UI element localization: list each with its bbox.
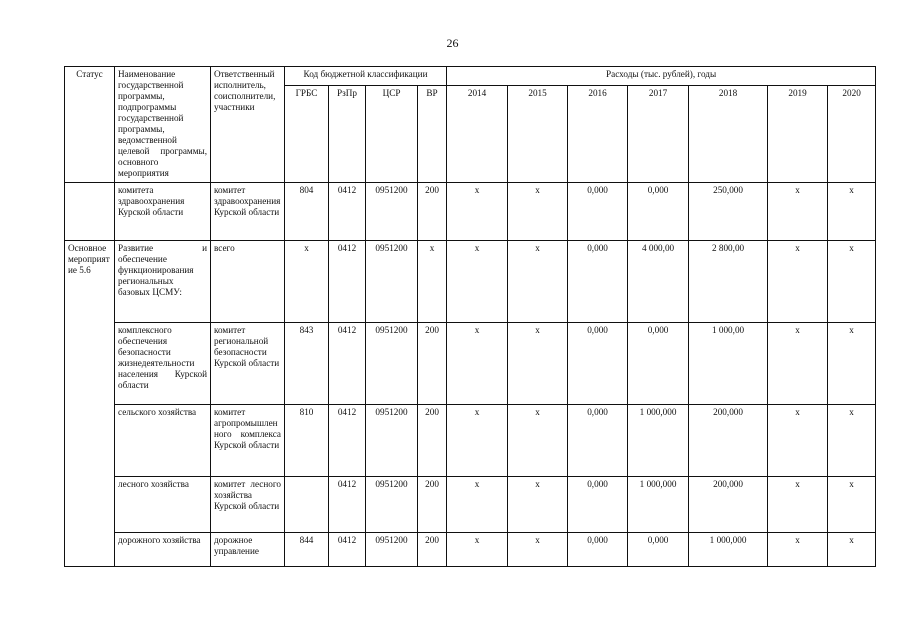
value-cell: х bbox=[447, 477, 508, 533]
code-cell: х bbox=[285, 241, 329, 323]
table-row bbox=[65, 183, 876, 241]
responsible-cell: комитет здравоохранения Курской области bbox=[211, 183, 285, 241]
value-cell: 200,000 bbox=[689, 477, 768, 533]
name-cell: Развитие и обеспечение функционирования региональных базовых ЦСМУ: bbox=[115, 241, 211, 323]
header-year-2020: 2020 bbox=[828, 86, 876, 183]
name-cell: комитета здравоохранения Курской области bbox=[115, 183, 211, 241]
value-cell: х bbox=[828, 477, 876, 533]
value-cell: 0,000 bbox=[568, 405, 628, 477]
value-cell: 0,000 bbox=[568, 241, 628, 323]
table-row bbox=[65, 533, 876, 567]
table-row bbox=[65, 477, 876, 533]
value-cell: х bbox=[508, 533, 568, 567]
value-cell: х bbox=[828, 405, 876, 477]
value-cell: 0,000 bbox=[568, 477, 628, 533]
table-row bbox=[65, 241, 876, 323]
header-year-2019: 2019 bbox=[768, 86, 828, 183]
value-cell: 0,000 bbox=[568, 183, 628, 241]
value-cell: 1 000,000 bbox=[628, 405, 689, 477]
code-cell: 200 bbox=[418, 323, 447, 405]
responsible-cell: комитет региональной безопасности Курской области bbox=[211, 323, 285, 405]
code-cell: 200 bbox=[418, 183, 447, 241]
value-cell: 1 000,000 bbox=[628, 477, 689, 533]
header-code-vr: ВР bbox=[418, 86, 447, 183]
value-cell: 0,000 bbox=[568, 323, 628, 405]
responsible-cell: всего bbox=[211, 241, 285, 323]
code-cell bbox=[285, 477, 329, 533]
page-number: 26 bbox=[446, 36, 459, 50]
header-expense-group: Расходы (тыс. рублей), годы bbox=[447, 67, 876, 86]
value-cell: х bbox=[768, 241, 828, 323]
header-code-rzpr: РзПр bbox=[329, 86, 366, 183]
code-cell: 0412 bbox=[329, 405, 366, 477]
code-cell: 0412 bbox=[329, 241, 366, 323]
value-cell: х bbox=[447, 183, 508, 241]
value-cell: 250,000 bbox=[689, 183, 768, 241]
value-cell: х bbox=[508, 405, 568, 477]
name-cell: комплексного обеспечения безопасности жизнедеятельности населения Курской области bbox=[115, 323, 211, 405]
header-code-grbs: ГРБС bbox=[285, 86, 329, 183]
budget-table bbox=[64, 66, 876, 567]
code-cell: 0951200 bbox=[366, 323, 418, 405]
header-status: Статус bbox=[65, 67, 115, 183]
code-cell: 200 bbox=[418, 477, 447, 533]
value-cell: 1 000,00 bbox=[689, 323, 768, 405]
code-cell: х bbox=[418, 241, 447, 323]
value-cell: х bbox=[768, 183, 828, 241]
value-cell: х bbox=[447, 533, 508, 567]
value-cell: х bbox=[447, 405, 508, 477]
table-row bbox=[65, 405, 876, 477]
code-cell: 0412 bbox=[329, 533, 366, 567]
value-cell: 0,000 bbox=[568, 533, 628, 567]
value-cell: х bbox=[508, 183, 568, 241]
value-cell: х bbox=[828, 533, 876, 567]
header-name: Наименование государственной программы, подпрограммы государственной программы, ведомственной целевой программы, основного мероприятия bbox=[115, 67, 211, 183]
value-cell: 0,000 bbox=[628, 183, 689, 241]
value-cell: 2 800,00 bbox=[689, 241, 768, 323]
table-row bbox=[65, 323, 876, 405]
code-cell: 0951200 bbox=[366, 183, 418, 241]
code-cell: 0412 bbox=[329, 183, 366, 241]
header-year-2015: 2015 bbox=[508, 86, 568, 183]
code-cell: 0412 bbox=[329, 323, 366, 405]
value-cell: 200,000 bbox=[689, 405, 768, 477]
value-cell: х bbox=[768, 477, 828, 533]
value-cell: х bbox=[447, 323, 508, 405]
value-cell: х bbox=[768, 533, 828, 567]
value-cell: х bbox=[508, 241, 568, 323]
value-cell: х bbox=[828, 323, 876, 405]
header-code-csr: ЦСР bbox=[366, 86, 418, 183]
value-cell: 0,000 bbox=[628, 533, 689, 567]
code-cell: 843 bbox=[285, 323, 329, 405]
code-cell: 0951200 bbox=[366, 477, 418, 533]
value-cell: х bbox=[828, 183, 876, 241]
value-cell: х bbox=[508, 323, 568, 405]
name-cell: дорожного хозяйства bbox=[115, 533, 211, 567]
value-cell: х bbox=[447, 241, 508, 323]
code-cell: 200 bbox=[418, 533, 447, 567]
header-row-top bbox=[65, 67, 876, 86]
code-cell: 810 bbox=[285, 405, 329, 477]
responsible-cell: дорожное управление bbox=[211, 533, 285, 567]
header-code-group: Код бюджетной классификации bbox=[285, 67, 447, 86]
value-cell: х bbox=[828, 241, 876, 323]
code-cell: 844 bbox=[285, 533, 329, 567]
code-cell: 200 bbox=[418, 405, 447, 477]
header-year-2014: 2014 bbox=[447, 86, 508, 183]
status-cell bbox=[65, 183, 115, 241]
name-cell: сельского хозяйства bbox=[115, 405, 211, 477]
name-cell: лесного хозяйства bbox=[115, 477, 211, 533]
header-responsible: Ответственный исполнитель, соисполнители, участники bbox=[211, 67, 285, 183]
responsible-cell: комитет агропромышленного комплекса Курской области bbox=[211, 405, 285, 477]
code-cell: 0412 bbox=[329, 477, 366, 533]
value-cell: 4 000,00 bbox=[628, 241, 689, 323]
responsible-cell: комитет лесного хозяйства Курской области bbox=[211, 477, 285, 533]
code-cell: 0951200 bbox=[366, 405, 418, 477]
value-cell: х bbox=[768, 323, 828, 405]
code-cell: 0951200 bbox=[366, 241, 418, 323]
code-cell: 804 bbox=[285, 183, 329, 241]
value-cell: х bbox=[508, 477, 568, 533]
code-cell: 0951200 bbox=[366, 533, 418, 567]
header-year-2016: 2016 bbox=[568, 86, 628, 183]
value-cell: 0,000 bbox=[628, 323, 689, 405]
value-cell: 1 000,000 bbox=[689, 533, 768, 567]
header-year-2017: 2017 bbox=[628, 86, 689, 183]
value-cell: х bbox=[768, 405, 828, 477]
status-cell: Основное мероприятие 5.6 bbox=[65, 241, 115, 567]
header-year-2018: 2018 bbox=[689, 86, 768, 183]
